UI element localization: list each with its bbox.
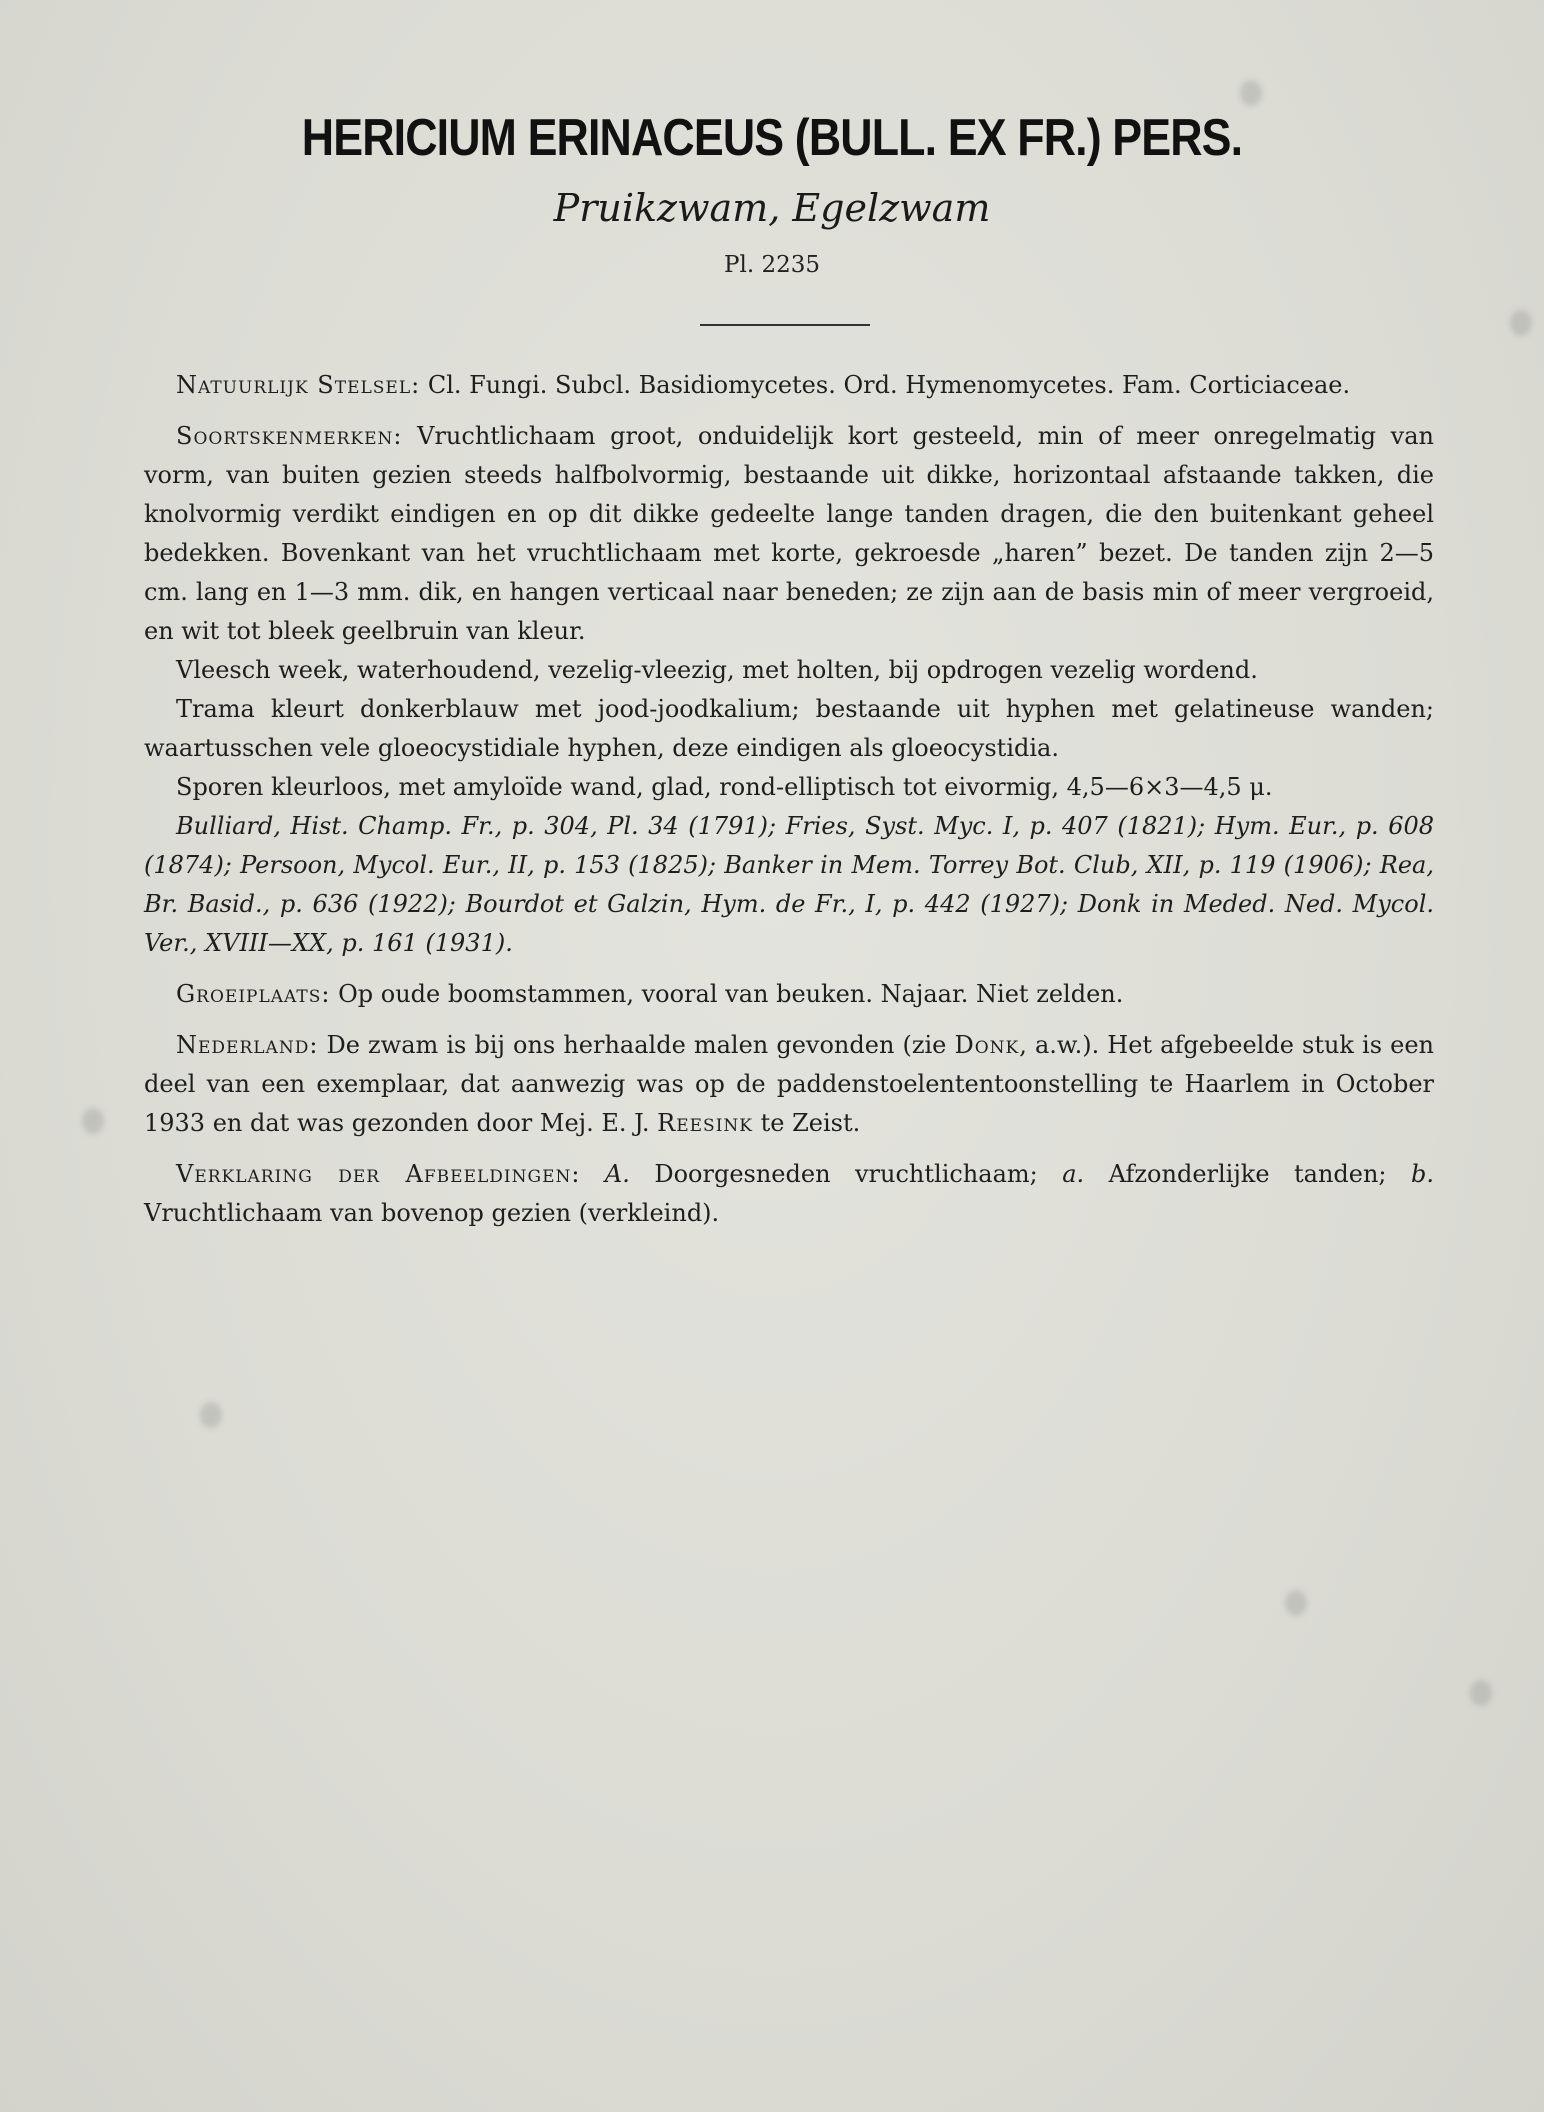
paragraph-stelsel (144, 366, 1434, 405)
paper-speck (1470, 1680, 1492, 1706)
figure-key-A: A. (604, 1160, 630, 1188)
paragraph-nederland (144, 1026, 1434, 1143)
figure-text-a: Afzonderlijke tanden; (1108, 1160, 1387, 1188)
paragraph-verklaring (144, 1155, 1434, 1233)
text-nederland-1: De zwam is bij ons herhaalde malen gevonden (zie (326, 1031, 947, 1059)
text-kenmerken: Vruchtlichaam groot, onduidelijk kort gesteeld, min of meer onregelmatig van vorm, van buiten gezien steeds halfbolvormig, bestaande uit dikke, horizontaal afstaande takken, die knolvormig verdikt eindigen en op dit dikke gedeelte lange tanden dragen, die den buitenkant geheel bedekken. Bovenkant van het vruchtlichaam met korte, gekroesde „haren” bezet. De tanden zijn 2—5 cm. lang en 1—3 mm. dik, en hangen verticaal naar beneden; ze zijn aan de basis min of meer vergroeid, en wit tot bleek geelbruin van kleur. (144, 422, 1434, 645)
figure-text-A: Doorgesneden vruchtlichaam; (654, 1160, 1038, 1188)
paper-speck (82, 1108, 104, 1134)
paragraph-trama: Trama kleurt donkerblauw met jood-joodkalium; bestaande uit hyphen met gelatineuse wanden; waartusschen vele gloeocystidiale hyphen, deze eindigen als gloeocystidia. (144, 695, 1434, 762)
paper-speck (1510, 310, 1532, 336)
label-stelsel: Natuurlijk Stelsel: (176, 371, 421, 399)
paper-speck (1240, 80, 1262, 106)
name-reesink: Reesink (657, 1109, 753, 1137)
document-body (144, 366, 1434, 1233)
text-nederland-3: te Zeist. (760, 1109, 861, 1137)
paragraph-vleesch: Vleesch week, waterhoudend, vezelig-vleezig, met holten, bij opdrogen vezelig wordend. (176, 656, 1258, 684)
label-verklaring: Verklaring der Afbeeldingen: (176, 1160, 581, 1188)
name-donk: Donk (954, 1031, 1020, 1059)
paragraph-kenmerken (144, 417, 1434, 651)
text-groeiplaats: Op oude boomstammen, vooral van beuken. Najaar. Niet zelden. (338, 980, 1124, 1008)
paragraph-literatuur: Bulliard, Hist. Champ. Fr., p. 304, Pl. 34 (1791); Fries, Syst. Myc. I, p. 407 (1821); Hym. Eur., p. 608 (1874); Persoon, Mycol. Eur., II, p. 153 (1825); Banker in Mem. Torrey Bot. Club, XII, p. 119 (1906); Rea, Br. Basid., p. 636 (1922); Bourdot et Galzin, Hym. de Fr., I, p. 442 (1927); Donk in Meded. Ned. Mycol. Ver., XVIII—XX, p. 161 (1931). (144, 812, 1434, 957)
page-subtitle: Pruikzwam, Egelzwam (553, 186, 991, 230)
paper-speck (200, 1402, 222, 1428)
label-nederland: Nederland: (176, 1031, 319, 1059)
paragraph-sporen: Sporen kleurloos, met amyloïde wand, glad, rond-elliptisch tot eivormig, 4,5—6×3—4,5 μ. (176, 773, 1273, 801)
paragraph-groeiplaats (144, 975, 1434, 1014)
title-divider (700, 324, 870, 326)
label-groeiplaats: Groeiplaats: (176, 980, 331, 1008)
page-title: HERICIUM ERINACEUS (BULL. EX FR.) PERS. (301, 109, 1243, 167)
label-kenmerken: Soortskenmerken: (176, 422, 403, 450)
plate-number: Pl. 2235 (724, 252, 820, 278)
text-nederland-2: , a.w.). Het afgebeelde stuk is een deel van een exemplaar, dat aanwezig was op de paddenstoelententoonstelling te Haarlem in October 1933 en dat was gezonden door Mej. E. J. (144, 1031, 1434, 1137)
text-stelsel: Cl. Fungi. Subcl. Basidiomycetes. Ord. Hymenomycetes. Fam. Corticiaceae. (427, 371, 1351, 399)
figure-text-b: Vruchtlichaam van bovenop gezien (verkleind). (144, 1199, 720, 1227)
figure-key-b: b. (1410, 1160, 1434, 1188)
figure-key-a: a. (1062, 1160, 1085, 1188)
paper-speck (1285, 1590, 1307, 1616)
